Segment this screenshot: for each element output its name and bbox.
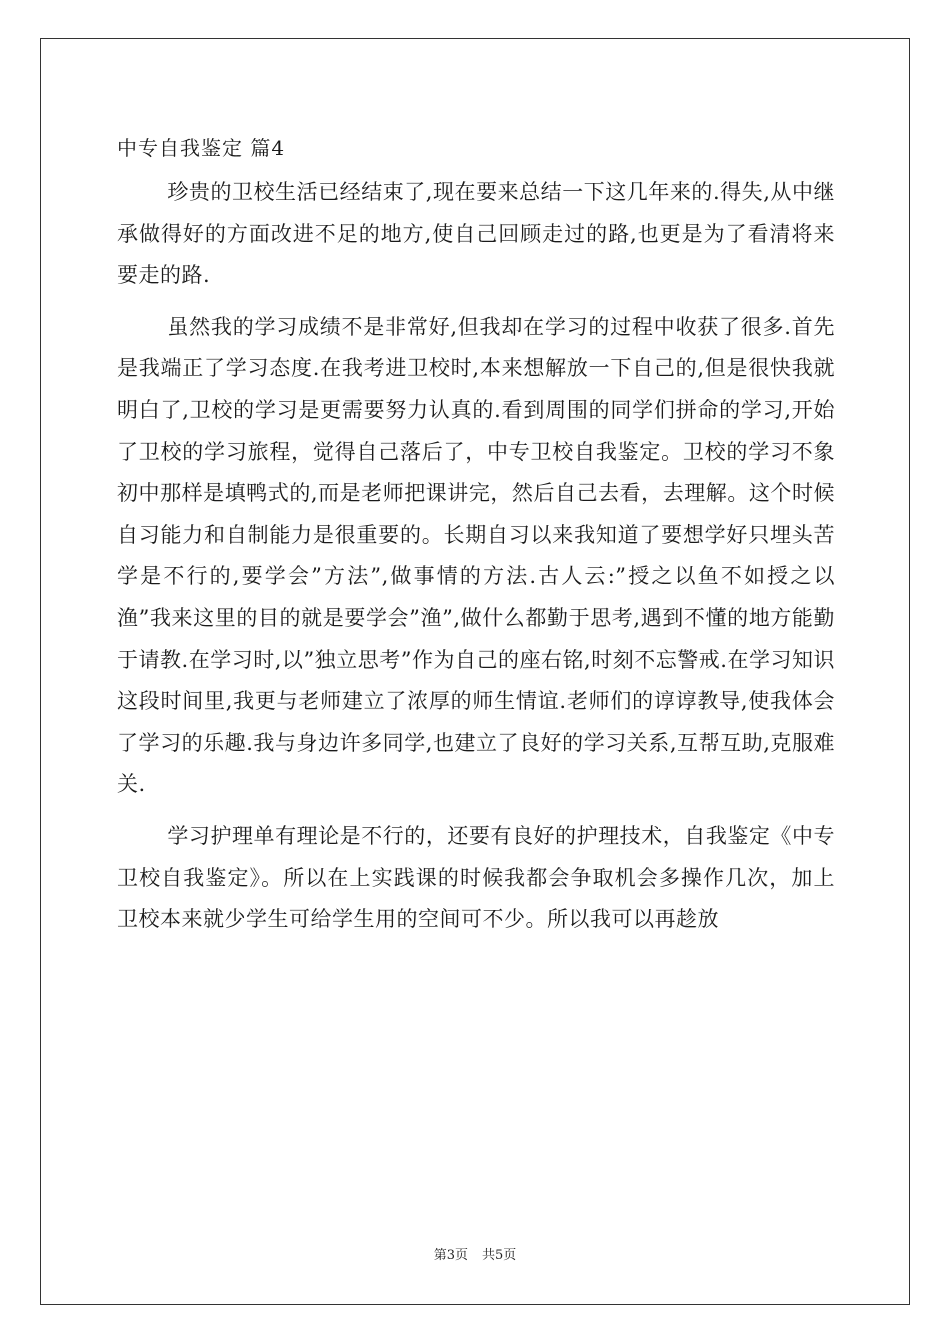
paragraph: 学习护理单有理论是不行的，还要有良好的护理技术，自我鉴定《中专卫校自我鉴定》。所以在上实践课的时候我都会争取机会多操作几次，加上卫校本来就少学生可给学生用的空间可不少。所以我可以再趁放 bbox=[117, 823, 835, 932]
paragraph: 珍贵的卫校生活已经结束了,现在要来总结一下这几年来的.得失,从中继承做得好的方面改进不足的地方,使自己回顾走过的路,也更是为了看清将来要走的路. bbox=[117, 180, 835, 288]
page-footer bbox=[0, 1244, 950, 1263]
paragraph: 虽然我的学习成绩不是非常好,但我却在学习的过程中收获了很多.首先是我端正了学习态度.在我考进卫校时,本来想解放一下自己的,但是很快我就明白了,卫校的学习是更需要努力认真的.看到周围的同学们拼命的学习,开始了卫校的学习旅程，觉得自己落后了，中专卫校自我鉴定。卫校的学习不象初中那样是填鸭式的,而是老师把课讲完，然后自己去看，去理解。这个时候自习能力和自制能力是很重要的。长期自习以来我知道了要想学好只埋头苦学是不行的,要学会”方法”,做事情的方法.古人云:”授之以鱼不如授之以渔”我来这里的目的就是要学会”渔”,做什么都勤于思考,遇到不懂的地方能勤于请教.在学习时,以”独立思考”作为自己的座右铭,时刻不忘警戒.在学习知识这段时间里,我更与老师建立了浓厚的师生情谊.老师们的谆谆教导,使我体会了学习的乐趣.我与身边许多同学,也建立了良好的学习关系,互帮互助,克服难关. bbox=[117, 314, 835, 797]
page-total: 共5页 bbox=[482, 1248, 517, 1263]
document-body bbox=[117, 128, 835, 951]
document-title: 中专自我鉴定 篇4 bbox=[117, 136, 286, 160]
page-number: 第3页 bbox=[433, 1248, 468, 1263]
